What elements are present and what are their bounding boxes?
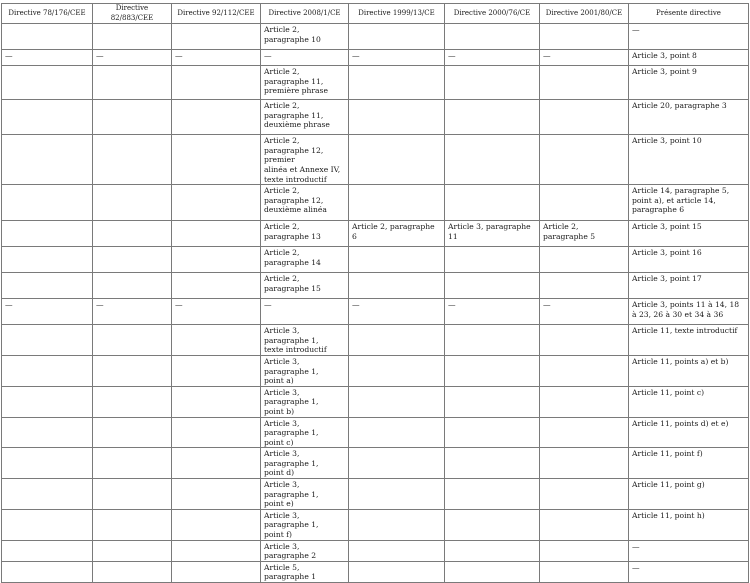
cell-text: Article 2, paragraphe 12, premier alinéa et Annexe IV, texte introductif [264, 136, 341, 184]
table-cell [445, 448, 540, 479]
table-cell [349, 299, 445, 325]
table-cell [2, 540, 93, 561]
cell-text: Article 11, point c) [632, 387, 705, 397]
cell-text: — [352, 300, 360, 310]
table-cell [93, 540, 172, 561]
table-cell [445, 540, 540, 561]
table-cell [2, 247, 93, 273]
table-cell [172, 561, 261, 582]
cell-text: — [264, 300, 272, 310]
table-cell [93, 299, 172, 325]
cell-text: — [264, 51, 272, 61]
cell-text: Article 3, paragraphe 1, point e) [264, 480, 319, 509]
table-cell [629, 325, 749, 356]
table-cell [93, 386, 172, 417]
table-row [2, 299, 749, 325]
table-cell [445, 417, 540, 448]
cell-text: — [632, 25, 640, 35]
table-cell [540, 448, 629, 479]
cell-text: Article 20, paragraphe 3 [632, 101, 727, 111]
table-cell [540, 417, 629, 448]
table-cell [261, 417, 349, 448]
cell-text: — [175, 51, 183, 61]
cell-text: — [175, 300, 183, 310]
cell-text: — [632, 541, 640, 551]
table-cell [172, 135, 261, 185]
table-cell [2, 185, 93, 221]
table-cell [445, 355, 540, 386]
table-cell [349, 325, 445, 356]
cell-text: Article 2, paragraphe 5 [543, 222, 596, 241]
table-cell [261, 386, 349, 417]
table-cell [172, 540, 261, 561]
table-cell [93, 221, 172, 247]
cell-text: Article 3, point 17 [632, 274, 702, 284]
table-cell [261, 299, 349, 325]
table-cell [2, 100, 93, 135]
table-row [2, 417, 749, 448]
table-cell [93, 24, 172, 50]
table-cell [349, 417, 445, 448]
cell-text: Article 11, points d) et e) [632, 418, 729, 428]
table-cell [629, 417, 749, 448]
correlation-table [1, 3, 749, 583]
table-cell [2, 509, 93, 540]
table-cell [172, 24, 261, 50]
table-cell [629, 448, 749, 479]
table-cell [629, 221, 749, 247]
table-cell [349, 185, 445, 221]
table-cell [261, 24, 349, 50]
column-header: Présente directive [629, 4, 749, 24]
table-cell [172, 386, 261, 417]
table-cell [172, 221, 261, 247]
table-cell [93, 479, 172, 510]
table-row [2, 540, 749, 561]
table-cell [2, 561, 93, 582]
table-cell [172, 66, 261, 100]
table-cell [445, 50, 540, 66]
table-cell [349, 540, 445, 561]
cell-text: Article 11, texte introductif [632, 326, 738, 336]
cell-text: Article 2, paragraphe 10 [264, 25, 321, 44]
table-cell [172, 50, 261, 66]
table-cell [540, 386, 629, 417]
column-header: Directive 1999/13/CE [349, 4, 445, 24]
cell-text: — [96, 300, 104, 310]
table-cell [445, 247, 540, 273]
table-row [2, 135, 749, 185]
table-row [2, 100, 749, 135]
table-cell [349, 479, 445, 510]
column-header: Directive 92/112/CEE [172, 4, 261, 24]
cell-text: — [632, 562, 640, 572]
table-cell [261, 448, 349, 479]
table-cell [2, 448, 93, 479]
table-cell [93, 273, 172, 299]
table-cell [261, 325, 349, 356]
table-row [2, 50, 749, 66]
table-cell [540, 247, 629, 273]
cell-text: Article 2, paragraphe 15 [264, 274, 321, 293]
table-cell [261, 509, 349, 540]
table-cell [261, 66, 349, 100]
table-cell [629, 509, 749, 540]
column-header: Directive 2000/76/CE [445, 4, 540, 24]
cell-text: — [448, 300, 456, 310]
table-row [2, 561, 749, 582]
table-cell [93, 185, 172, 221]
table-cell [2, 273, 93, 299]
table-cell [93, 50, 172, 66]
cell-text: Article 3, point 9 [632, 67, 697, 77]
table-cell [445, 299, 540, 325]
table-cell [2, 50, 93, 66]
table-cell [540, 561, 629, 582]
table-cell [540, 540, 629, 561]
table-row [2, 221, 749, 247]
table-cell [445, 479, 540, 510]
table-cell [629, 100, 749, 135]
table-cell [349, 221, 445, 247]
table-cell [540, 50, 629, 66]
table-cell [445, 273, 540, 299]
cell-text: — [543, 51, 551, 61]
table-row [2, 325, 749, 356]
table-cell [629, 273, 749, 299]
table-cell [93, 561, 172, 582]
table-row [2, 273, 749, 299]
cell-text: Article 11, points a) et b) [632, 356, 729, 366]
cell-text: Article 2, paragraphe 6 [352, 222, 435, 241]
cell-text: Article 3, paragraphe 1, point f) [264, 510, 319, 540]
table-cell [172, 100, 261, 135]
cell-text: — [5, 51, 13, 61]
table-cell [172, 355, 261, 386]
table-cell [445, 561, 540, 582]
cell-text: Article 3, paragraphe 1, point d) [264, 449, 319, 478]
table-cell [261, 221, 349, 247]
table-cell [629, 540, 749, 561]
table-cell [93, 417, 172, 448]
header-row [2, 4, 749, 24]
table-cell [172, 417, 261, 448]
table-cell [2, 479, 93, 510]
table-cell [540, 100, 629, 135]
table-cell [172, 247, 261, 273]
cell-text: Article 3, point 16 [632, 248, 702, 258]
table-cell [172, 273, 261, 299]
table-cell [445, 221, 540, 247]
column-header: Directive 78/176/CEE [2, 4, 93, 24]
table-cell [629, 24, 749, 50]
table-cell [261, 273, 349, 299]
table-row [2, 448, 749, 479]
table-cell [93, 66, 172, 100]
table-cell [261, 247, 349, 273]
table-cell [261, 135, 349, 185]
table-cell [445, 509, 540, 540]
table-cell [2, 386, 93, 417]
cell-text: Article 3, point 8 [632, 51, 697, 61]
table-cell [629, 299, 749, 325]
cell-text: Article 2, paragraphe 13 [264, 222, 321, 241]
table-cell [540, 66, 629, 100]
table-cell [2, 66, 93, 100]
table-cell [93, 100, 172, 135]
table-cell [349, 247, 445, 273]
cell-text: Article 3, point 10 [632, 136, 702, 146]
cell-text: — [352, 51, 360, 61]
table-row [2, 247, 749, 273]
table-cell [349, 561, 445, 582]
column-header: Directive 2008/1/CE [261, 4, 349, 24]
cell-text: Article 11, point f) [632, 449, 703, 459]
table-cell [2, 135, 93, 185]
table-cell [445, 386, 540, 417]
table-cell [261, 355, 349, 386]
table-cell [349, 509, 445, 540]
table-cell [93, 325, 172, 356]
table-cell [349, 448, 445, 479]
table-cell [349, 355, 445, 386]
cell-text: Article 3, points 11 à 14, 18 à 23, 26 à 30 et 34 à 36 [632, 300, 740, 319]
cell-text: Article 3, point 15 [632, 222, 702, 232]
cell-text: — [448, 51, 456, 61]
cell-text: Article 11, point h) [632, 510, 705, 520]
table-cell [540, 355, 629, 386]
table-cell [2, 24, 93, 50]
table-cell [93, 247, 172, 273]
table-cell [349, 100, 445, 135]
table-cell [172, 325, 261, 356]
table-cell [445, 185, 540, 221]
table-cell [93, 509, 172, 540]
table-cell [261, 561, 349, 582]
cell-text: Article 2, paragraphe 11, première phrase [264, 67, 328, 96]
table-cell [2, 325, 93, 356]
table-cell [172, 479, 261, 510]
table-row [2, 185, 749, 221]
table-cell [540, 479, 629, 510]
table-cell [540, 273, 629, 299]
table-cell [2, 221, 93, 247]
table-cell [629, 66, 749, 100]
table-cell [629, 355, 749, 386]
column-header: Directive 82/883/CEE [93, 4, 172, 24]
table-cell [93, 135, 172, 185]
table-cell [172, 185, 261, 221]
table-cell [2, 355, 93, 386]
table-body [2, 24, 749, 583]
table-cell [261, 185, 349, 221]
cell-text: Article 2, paragraphe 14 [264, 248, 321, 267]
table-cell [172, 448, 261, 479]
cell-text: Article 3, paragraphe 1, point a) [264, 356, 319, 386]
table-cell [93, 355, 172, 386]
cell-text: Article 2, paragraphe 11, deuxième phrase [264, 101, 330, 130]
cell-text: Article 14, paragraphe 5, point a), et article 14, paragraphe 6 [632, 186, 730, 215]
cell-text: Article 11, point g) [632, 480, 705, 490]
table-cell [349, 135, 445, 185]
table-cell [172, 509, 261, 540]
table-cell [2, 299, 93, 325]
table-cell [540, 185, 629, 221]
table-cell [629, 479, 749, 510]
table-cell [261, 100, 349, 135]
table-cell [261, 50, 349, 66]
cell-text: Article 3, paragraphe 1, texte introductif [264, 326, 327, 355]
table-cell [629, 185, 749, 221]
table-cell [629, 386, 749, 417]
table-cell [349, 386, 445, 417]
table-row [2, 479, 749, 510]
table-cell [445, 135, 540, 185]
table-cell [540, 509, 629, 540]
table-cell [172, 299, 261, 325]
table-cell [629, 561, 749, 582]
table-cell [349, 273, 445, 299]
cell-text: Article 3, paragraphe 11 [448, 222, 531, 241]
table-row [2, 24, 749, 50]
table-cell [261, 479, 349, 510]
table-cell [445, 66, 540, 100]
table-row [2, 386, 749, 417]
table-cell [540, 221, 629, 247]
table-cell [349, 50, 445, 66]
table-cell [540, 24, 629, 50]
table-cell [629, 135, 749, 185]
cell-text: Article 3, paragraphe 1, point b) [264, 387, 319, 416]
cell-text: Article 3, paragraphe 2 [264, 541, 317, 561]
table-cell [629, 50, 749, 66]
cell-text: Article 3, paragraphe 1, point c) [264, 418, 319, 447]
table-cell [540, 135, 629, 185]
table-cell [629, 247, 749, 273]
table-cell [540, 325, 629, 356]
table-cell [445, 24, 540, 50]
table-cell [349, 24, 445, 50]
cell-text: — [543, 300, 551, 310]
table-cell [445, 100, 540, 135]
table-cell [349, 66, 445, 100]
table-cell [261, 540, 349, 561]
table-cell [540, 299, 629, 325]
column-header: Directive 2001/80/CE [540, 4, 629, 24]
cell-text: — [96, 51, 104, 61]
table-row [2, 355, 749, 386]
cell-text: — [5, 300, 13, 310]
table-row [2, 509, 749, 540]
cell-text: Article 5, paragraphe 1 [264, 562, 317, 582]
cell-text: Article 2, paragraphe 12, deuxième alinéa [264, 186, 327, 215]
table-cell [93, 448, 172, 479]
table-row [2, 66, 749, 100]
table-cell [445, 325, 540, 356]
table-cell [2, 417, 93, 448]
